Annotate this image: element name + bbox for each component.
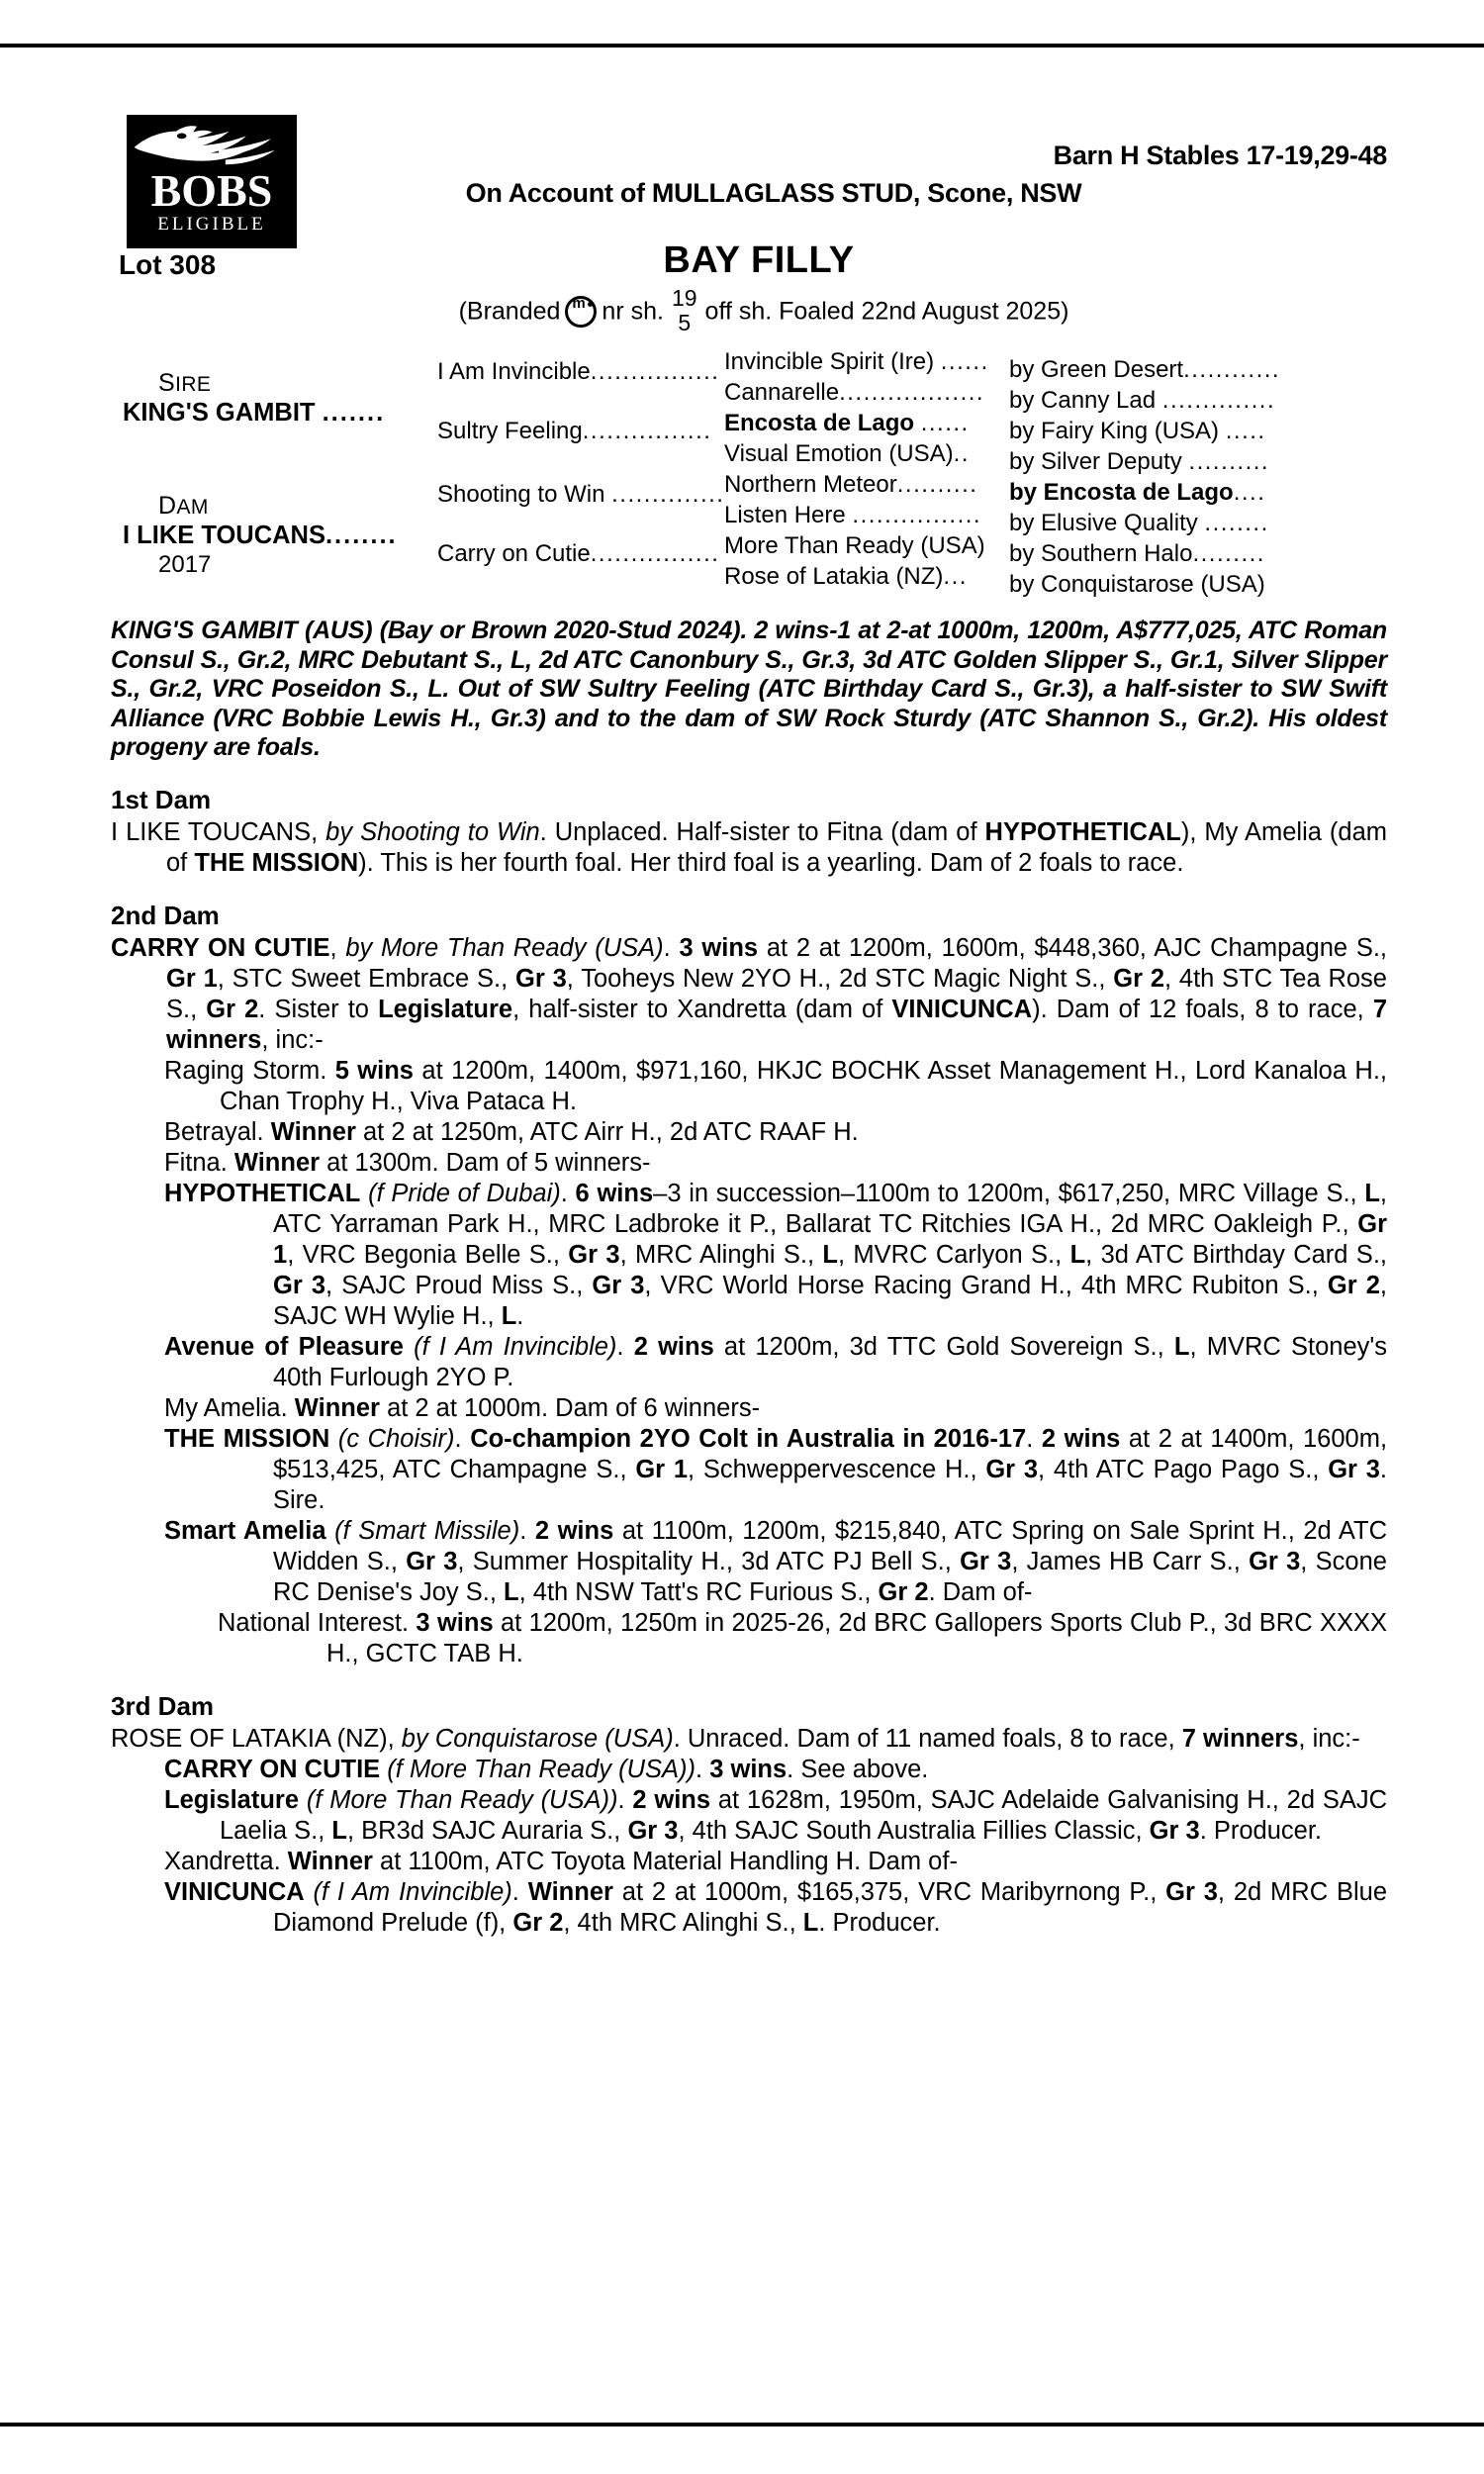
g3-by: by Canny Lad	[1009, 387, 1157, 414]
second-dam-sire: by More Than Ready (USA)	[345, 933, 664, 962]
second-dam-heading: 2nd Dam	[111, 900, 220, 930]
g3-name-dots: ......	[940, 348, 989, 375]
g3-name-cell	[724, 561, 1009, 592]
dam-name	[123, 521, 449, 550]
progeny-raging-storm: Raging Storm. 5 wins at 1200m, 1400m, $971,160, HKJC BOCHK Asset Management H., Lord Kanaloa H., Chan Trophy H., Viva Pataca H.	[164, 1056, 1387, 1115]
g2-dots: ..............	[611, 481, 725, 508]
g2-dots: ................	[590, 358, 720, 385]
g3-by: by Conquistarose (USA)	[1009, 571, 1265, 598]
g2-dots: ................	[582, 418, 712, 444]
branded-mid: nr sh.	[602, 297, 664, 326]
g3-name-cell	[724, 500, 1009, 530]
first-dam-text-a: . Unplaced. Half-sister to Fitna (dam of	[539, 817, 985, 846]
g2-dots: ................	[590, 540, 720, 567]
catalogue-header	[111, 99, 1387, 287]
barn-stables-text: Barn H Stables 17-19,29-48	[1053, 141, 1387, 170]
third-dam-main: . Unraced. Dam of 11 named foals, 8 to race, 7 winners, inc:-	[673, 1724, 1360, 1753]
dam-label	[123, 493, 449, 521]
g3-by-dots: .........	[1192, 540, 1265, 567]
branded-description	[111, 287, 1387, 340]
progeny-vinicunca: VINICUNCA (f I Am Invincible). Winner at 2 at 1000m, $165,375, VRC Maribyrnong P., Gr 3, 2d MRC Blue Diamond Prelude (f), Gr 2, 4th MRC Alinghi S., L. Producer.	[164, 1877, 1387, 1937]
progeny-national-interest: National Interest. 3 wins at 1200m, 1250m in 2025-26, 2d BRC Gallopers Sports Club P., 3d BRC XXXX H., GCTC TAB H.	[218, 1608, 1387, 1667]
g3-by-dots: ..............	[1161, 387, 1276, 414]
g2-name: Sultry Feeling	[437, 418, 583, 444]
third-dam-paragraph: ROSE OF LATAKIA (NZ), by Conquistarose (USA). Unraced. Dam of 11 named foals, 8 to race, 7 winners, inc:-	[111, 1724, 1360, 1753]
g3-name-dots: ..........	[896, 471, 978, 498]
third-dam-heading: 3rd Dam	[111, 1690, 215, 1721]
sire-name-text: KING'S GAMBIT	[123, 399, 316, 427]
brand-number-bottom: 5	[678, 310, 692, 335]
dam-name-text: I LIKE TOUCANS	[123, 522, 325, 549]
pedigree-g2-row	[437, 540, 724, 568]
g3-name: Invincible Spirit (Ire)	[724, 348, 935, 375]
first-dam-text-c: ). This is her fourth foal. Her third foal is a yearling. Dam of 2 foals to race.	[358, 848, 1184, 877]
g2-name: I Am Invincible	[437, 358, 591, 385]
sire-label-cap: S	[158, 369, 176, 397]
progeny-xandretta: Xandretta. Winner at 1100m, ATC Toyota Material Handling H. Dam of-	[164, 1847, 958, 1875]
first-dam-bold-b: THE MISSION	[194, 848, 359, 877]
g3-by: by Elusive Quality	[1009, 510, 1198, 536]
g3-name-cell	[724, 377, 1009, 408]
pedigree-g2-row	[437, 418, 724, 445]
g3-name: Cannarelle	[724, 379, 840, 406]
g3-name: Rose of Latakia (NZ)	[724, 563, 944, 590]
second-dam-main: . 3 wins at 2 at 1200m, 1600m, $448,360, AJC Champagne S., Gr 1, STC Sweet Embrace S., Gr 3, Tooheys New 2YO H., 2d STC Magic Night S., Gr 2, 4th STC Tea Rose S., Gr 2. Sister to Legislature, half-sister to Xandretta (dam of VINICUNCA). Dam of 12 foals, 8 to race, 7 winners, inc:-	[166, 933, 1388, 1054]
g3-name-cell	[724, 469, 1009, 500]
branded-suffix: off sh. Foaled 22nd August 2025)	[704, 297, 1069, 326]
g3-name: Listen Here	[724, 502, 846, 528]
g3-name-cell	[724, 346, 1009, 377]
g3-by-dots: .....	[1225, 418, 1266, 444]
g3-name-dots: ................	[852, 502, 982, 528]
pedigree-g2-row	[437, 481, 724, 509]
second-dam-paragraph: CARRY ON CUTIE, by More Than Ready (USA). 3 wins at 2 at 1200m, 1600m, $448,360, AJC Champagne S., Gr 1, STC Sweet Embrace S., Gr 3, Tooheys New 2YO H., 2d STC Magic Night S., Gr 2, 4th STC Tea Rose S., Gr 2. Sister to Legislature, half-sister to Xandretta (dam of VINICUNCA). Dam of 12 foals, 8 to race, 7 winners, inc:-	[111, 933, 1388, 1054]
g3-name-dots: ..................	[839, 379, 985, 406]
bobs-eligible-subtext: ELIGIBLE	[157, 214, 266, 235]
first-dam-heading: 1st Dam	[111, 784, 212, 814]
progeny-avenue-of-pleasure: Avenue of Pleasure (f I Am Invincible). 2 wins at 1200m, 3d TTC Gold Sovereign S., L, MVRC Stoney's 40th Furlough 2YO P.	[164, 1332, 1387, 1391]
sire-name-dots: .......	[322, 399, 386, 427]
third-dam-sire: by Conquistarose (USA)	[401, 1724, 674, 1753]
g3-name-cell	[724, 408, 1009, 438]
branded-prefix: (Branded	[458, 297, 561, 326]
g3-name-cell	[724, 438, 1009, 469]
page-title: BAY FILLY	[663, 239, 855, 281]
progeny-fitna: Fitna. Winner at 1300m. Dam of 5 winners-	[164, 1148, 651, 1177]
page-top-rule	[0, 44, 1484, 48]
first-dam-sire: by Shooting to Win	[325, 817, 540, 846]
pedigree-g3-row	[724, 561, 1387, 600]
brand-number-top: 19	[671, 285, 697, 311]
dam-label-cap: D	[158, 492, 177, 520]
pedigree-dam-block	[123, 493, 449, 579]
bobs-wordmark: BOBS	[150, 165, 273, 216]
progeny-legislature: Legislature (f More Than Ready (USA)). 2 wins at 1628m, 1950m, SAJC Adelaide Galvanising H., 2d SAJC Laelia S., L, BR3d SAJC Auraria S., Gr 3, 4th SAJC South Australia Fillies Classic, Gr 3. Producer.	[164, 1785, 1388, 1845]
on-account-of-text: On Account of MULLAGLASS STUD, Scone, NSW	[465, 178, 1082, 208]
progeny-smart-amelia: Smart Amelia (f Smart Missile). 2 wins at 1100m, 1200m, $215,840, ATC Spring on Sale Sprint H., 2d ATC Widden S., Gr 3, Summer Hospitality H., 3d ATC PJ Bell S., Gr 3, James HB Carr S., Gr 3, Scone RC Denise's Joy S., L, 4th NSW Tatt's RC Furious S., Gr 2. Dam of-	[164, 1516, 1387, 1606]
g3-by: by Green Desert	[1009, 356, 1184, 383]
horse-head-icon	[127, 122, 288, 169]
brand-symbol-icon	[565, 296, 597, 328]
second-dam-name: CARRY ON CUTIE	[111, 933, 330, 962]
pedigree-sire-block	[123, 370, 449, 428]
g3-by-dots: ....	[1233, 479, 1266, 506]
dam-year: 2017	[158, 551, 212, 578]
g3-by: by Fairy King (USA)	[1009, 418, 1220, 444]
sire-label-rest: IRE	[175, 373, 212, 396]
brand-number-stack	[672, 286, 697, 335]
sire-description-paragraph: KING'S GAMBIT (AUS) (Bay or Brown 2020-Stud 2024). 2 wins-1 at 2-at 1000m, 1200m, A$777,025, ATC Roman Consul S., Gr.2, MRC Debutant S., L, 2d ATC Canonbury S., Gr.3, 3d ATC Golden Slipper S., Gr.1, Silver Slipper S., Gr.2, VRC Poseidon S., L. Out of SW Sultry Feeling (ATC Birthday Card S., Gr.3), a half-sister to SW Swift Alliance (VRC Bobbie Lewis H., Gr.3) and to the dam of SW Rock Sturdy (ATC Shannon S., Gr.2). His oldest progeny are foals.	[111, 617, 1387, 761]
g3-name-dots: ..	[953, 440, 970, 467]
progeny-carry-on-cutie: CARRY ON CUTIE (f More Than Ready (USA)). 3 wins. See above.	[164, 1755, 929, 1783]
g3-by-dots: ........	[1204, 510, 1269, 536]
g3-name: More Than Ready (USA)	[724, 532, 985, 559]
sire-label	[123, 370, 449, 398]
g3-by-dots: ............	[1183, 356, 1281, 383]
g3-name: Northern Meteor	[724, 471, 897, 498]
g2-name: Shooting to Win	[437, 481, 605, 508]
sire-name	[123, 398, 449, 428]
g3-name-dots: ...	[943, 563, 968, 590]
progeny-the-mission: THE MISSION (c Choisir). Co-champion 2YO Colt in Australia in 2016-17. 2 wins at 2 at 1400m, 1600m, $513,425, ATC Champagne S., Gr 1, Schweppervescence H., Gr 3, 4th ATC Pago Pago S., Gr 3. Sire.	[164, 1424, 1388, 1514]
g3-by: by Silver Deputy	[1009, 448, 1182, 475]
g3-by: by Encosta de Lago	[1009, 479, 1234, 506]
dam-name-dots: ........	[325, 522, 398, 549]
g3-by-cell	[1009, 569, 1265, 600]
pedigree-g2-row	[437, 358, 724, 386]
g3-name: Encosta de Lago	[724, 410, 915, 436]
page-bottom-rule	[0, 2423, 1484, 2426]
lot-number: Lot 308	[119, 249, 217, 280]
g2-name: Carry on Cutie	[437, 540, 591, 567]
g3-name-cell	[724, 530, 1009, 561]
first-dam-text-b: ), My Amelia (dam of	[166, 817, 1388, 877]
g3-by: by Southern Halo	[1009, 540, 1193, 567]
first-dam-bold-a: HYPOTHETICAL	[984, 817, 1181, 846]
g3-by-dots: ..........	[1188, 448, 1270, 475]
g3-name: Visual Emotion (USA)	[724, 440, 954, 467]
progeny-betrayal: Betrayal. Winner at 2 at 1250m, ATC Airr H., 2d ATC RAAF H.	[164, 1117, 859, 1146]
pedigree-table	[111, 346, 1387, 609]
first-dam-paragraph: I LIKE TOUCANS, by Shooting to Win. Unplaced. Half-sister to Fitna (dam of HYPOTHETICAL), My Amelia (dam of THE MISSION). This is her fourth foal. Her third foal is a yearling. Dam of 2 foals to race.	[111, 817, 1388, 877]
g3-name-dots: ......	[920, 410, 970, 436]
dam-label-rest: AM	[176, 496, 209, 519]
progeny-my-amelia: My Amelia. Winner at 2 at 1000m. Dam of 6 winners-	[164, 1393, 761, 1422]
progeny-hypothetical: HYPOTHETICAL (f Pride of Dubai). 6 wins–3 in succession–1100m to 1200m, $617,250, MRC Village S., L, ATC Yarraman Park H., MRC Ladbroke it P., Ballarat TC Ritchies IGA H., 2d MRC Oakleigh P., Gr 1, VRC Begonia Belle S., Gr 3, MRC Alinghi S., L, MVRC Carlyon S., L, 3d ATC Birthday Card S., Gr 3, SAJC Proud Miss S., Gr 3, VRC World Horse Racing Grand H., 4th MRC Rubiton S., Gr 2, SAJC WH Wylie H., L.	[164, 1179, 1388, 1330]
page-content	[111, 99, 1387, 1939]
first-dam-name: I LIKE TOUCANS	[111, 817, 312, 846]
third-dam-name: ROSE OF LATAKIA (NZ)	[111, 1724, 388, 1753]
